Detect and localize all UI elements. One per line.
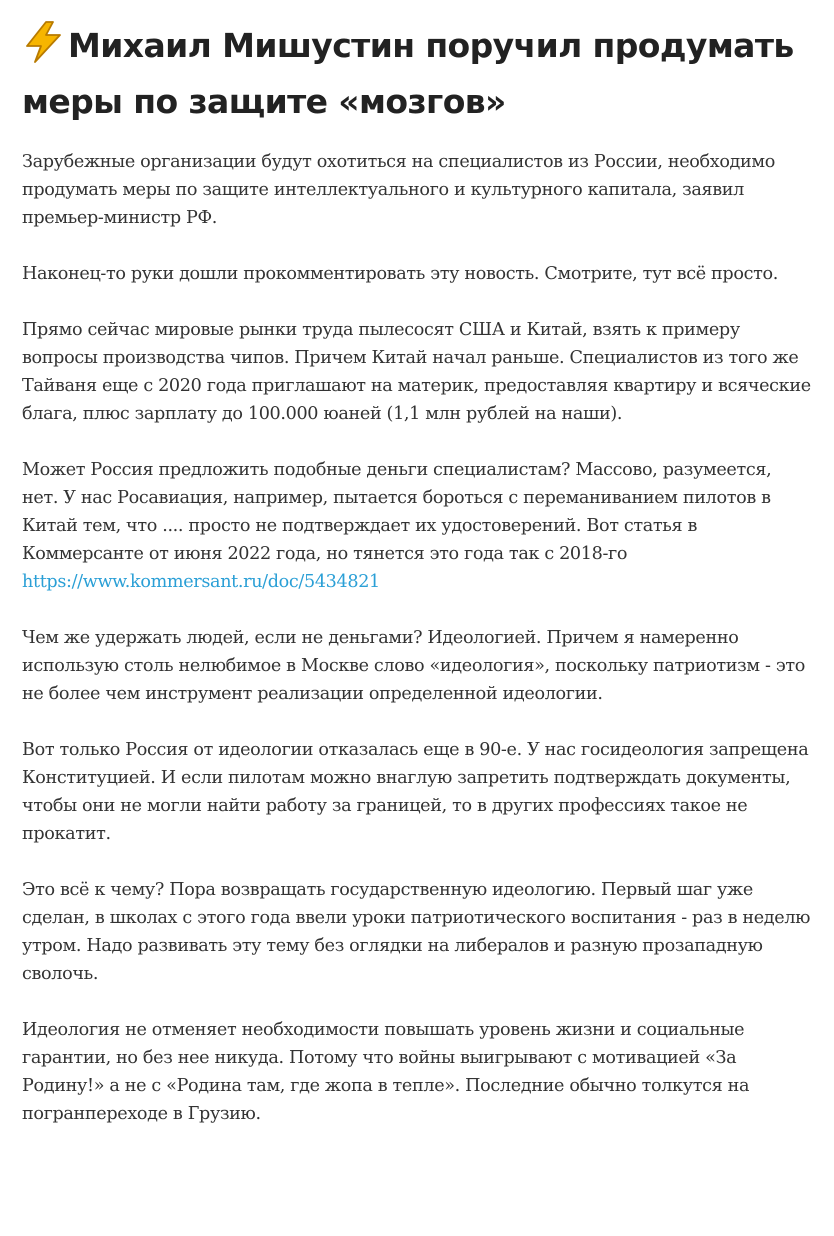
- paragraph-7: Это всё к чему? Пора возвращать государственную идеологию. Первый шаг уже сделан, в школах с этого года ввели уроки патриотического воспитания - раз в неделю утром. Надо развивать эту тему без оглядки на либералов и разную прозападную сволочь.: [22, 880, 811, 984]
- article-title: [22, 18, 812, 130]
- paragraph-4: [22, 456, 812, 596]
- article-body: [22, 148, 812, 1128]
- paragraph-2: Наконец-то руки дошли прокомментировать эту новость. Смотрите, тут всё просто.: [22, 264, 778, 284]
- article: [22, 18, 812, 1156]
- kommersant-article-link[interactable]: https://www.kommersant.ru/doc/5434821: [22, 572, 380, 592]
- high-voltage-icon: [22, 21, 66, 63]
- paragraph-1: Зарубежные организации будут охотиться на специалистов из России, необходимо продумать меры по защите интеллектуального и культурного капитала, заявил премьер-министр РФ.: [22, 152, 775, 228]
- paragraph-8: Идеология не отменяет необходимости повышать уровень жизни и социальные гарантии, но без нее никуда. Потому что войны выигрывают с мотивацией «За Родину!» а не с «Родина там, где жопа в тепле». Последние обычно толкутся на погранпереходе в Грузию.: [22, 1020, 750, 1124]
- paragraph-6: Вот только Россия от идеологии отказалась еще в 90-е. У нас госидеология запрещена Конституцией. И если пилотам можно внаглую запретить подтверждать документы, чтобы они не могли найти работу за границей, то в других профессиях такое не прокатит.: [22, 740, 809, 844]
- paragraph-3: Прямо сейчас мировые рынки труда пылесосят США и Китай, взять к примеру вопросы производства чипов. Причем Китай начал раньше. Специалистов из того же Тайваня еще с 2020 года приглашают на материк, предоставляя квартиру и всяческие блага, плюс зарплату до 100.000 юаней (1,1 млн рублей на наши).: [22, 320, 811, 424]
- paragraph-4-text: Может Россия предложить подобные деньги специалистам? Массово, разумеется, нет. У нас Росавиация, например, пытается бороться с переманиванием пилотов в Китай тем, что .... просто не подтверждает их удостоверений. Вот статья в Коммерсанте от июня 2022 года, но тянется это года так с 2018-го: [22, 460, 772, 564]
- article-title-text: Михаил Мишустин поручил продумать меры по защите «мозгов»: [22, 26, 794, 121]
- paragraph-5: Чем же удержать людей, если не деньгами? Идеологией. Причем я намеренно использую столь нелюбимое в Москве слово «идеология», поскольку патриотизм - это не более чем инструмент реализации определенной идеологии.: [22, 628, 805, 704]
